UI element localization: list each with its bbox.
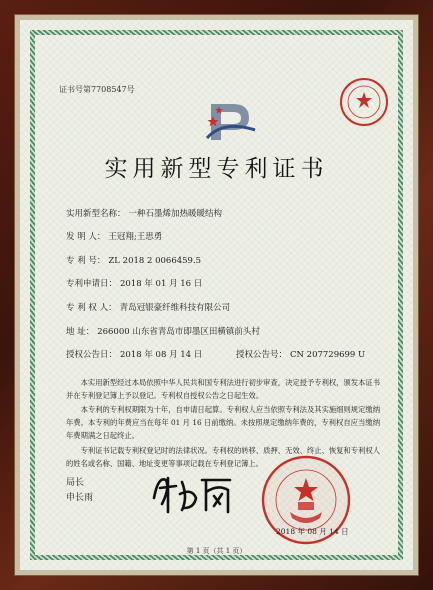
field-label: 专利申请日： <box>66 279 118 289</box>
certificate-title: 实用新型专利证书 <box>104 156 329 182</box>
field-label: 专 利 权 人： <box>66 303 117 313</box>
field-label: 授权公告日： <box>66 350 118 360</box>
page-number: 第 1 页（共 1 页） <box>186 547 247 555</box>
field-utility-name <box>66 207 222 219</box>
body-paragraph-1: 本实用新型经过本局依照中华人民共和国专利法进行初步审查，决定授予专利权，颁发本证书并在专利登记簿上予以登记。专利权自授权公告之日起生效。 <box>66 378 380 400</box>
field-label: 授权公告号： <box>236 350 288 360</box>
field-filing-date <box>66 277 202 289</box>
patent-office-logo-icon <box>203 90 263 150</box>
director-title <box>66 476 93 506</box>
top-seal-icon <box>338 76 390 128</box>
field-value: ZL 2018 2 0066459.5 <box>108 256 202 266</box>
field-address <box>66 325 260 337</box>
director-title-line2: 申长雨 <box>66 493 94 503</box>
field-label: 地 址： <box>66 327 95 337</box>
field-grant-number <box>236 348 365 360</box>
field-label: 实用新型名称： <box>66 209 126 219</box>
field-value: 王冠翔;王思勇 <box>108 232 163 242</box>
issue-date: 2018 年 08 月 14 日 <box>276 527 349 536</box>
certificate-number: 证书号第7708547号 <box>59 85 135 94</box>
field-label: 专 利 号： <box>66 256 106 266</box>
body-paragraph-2: 本专利的专利权期限为十年，自申请日起算。专利权人应当依照专利法及其实施细则规定缴纳年费。本专利的年费应当在每年 01 月 16 日前缴纳。未按照规定缴纳年费的，专利权自应当缴纳年费期满之日起终止。 <box>66 405 380 440</box>
director-title-line1: 局长 <box>66 478 85 488</box>
field-value: 2018 年 01 月 16 日 <box>120 279 203 289</box>
field-value: 一种石墨烯加热暖暖结构 <box>128 209 223 219</box>
field-value: 2018 年 08 月 14 日 <box>120 350 203 360</box>
director-signature-icon <box>148 468 238 518</box>
body-paragraph-3: 专利证书记载专利权登记时的法律状况。专利权的转移、质押、无效、终止、恢复和专利权人的姓名或名称、国籍、地址变更等事项记载在专利登记簿上。 <box>66 446 380 468</box>
field-grant-date <box>66 348 202 360</box>
field-inventor <box>66 230 162 242</box>
certificate-paper <box>20 20 413 570</box>
field-value: 266000 山东省青岛市即墨区田横镇前头村 <box>97 327 260 337</box>
field-value: CN 207729699 U <box>290 350 366 360</box>
field-patent-number <box>66 254 201 266</box>
field-label: 发 明 人： <box>66 232 106 242</box>
field-patentee <box>66 301 230 313</box>
field-value: 青岛冠银豪纤维科技有限公司 <box>119 303 231 313</box>
